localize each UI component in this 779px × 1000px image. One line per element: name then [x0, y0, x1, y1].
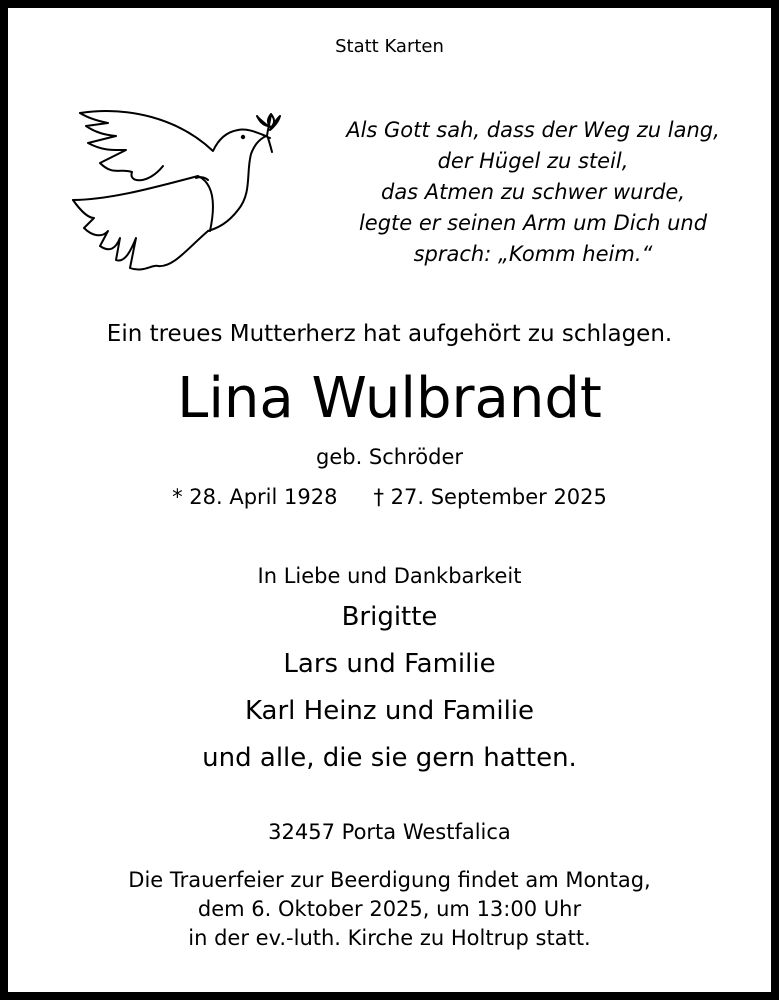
poem-line: der Hügel zu steil, [437, 149, 629, 173]
birth-date: * 28. April 1928 [172, 485, 338, 509]
place: 32457 Porta Westfalica [268, 820, 511, 844]
poem-line: das Atmen zu schwer wurde, [380, 180, 686, 204]
obituary-notice [8, 8, 771, 992]
death-date: † 27. September 2025 [373, 485, 607, 509]
mourners-intro: In Liebe und Dankbarkeit [257, 564, 522, 588]
mourner: Brigitte [341, 602, 438, 632]
intro-text: Ein treues Mutterherz hat aufgehört zu schlagen. [106, 321, 673, 347]
poem-line: sprach: „Komm heim.“ [413, 242, 653, 266]
funeral-line: Die Trauerfeier zur Beerdigung findet am Montag, [128, 868, 651, 892]
dove-icon [58, 88, 298, 288]
poem-line: legte er seinen Arm um Dich und [358, 211, 708, 235]
maiden-name: geb. Schröder [315, 445, 464, 469]
deceased-name: Lina Wulbrandt [177, 366, 602, 431]
poem [298, 115, 768, 270]
poem-line: Als Gott sah, dass der Weg zu lang, [346, 118, 720, 142]
mourner: Lars und Familie [283, 649, 496, 679]
dates [8, 485, 771, 509]
header-text: Statt Karten [335, 36, 444, 57]
mourner: Karl Heinz und Familie [244, 696, 535, 726]
mourner: und alle, die sie gern hatten. [202, 743, 577, 773]
funeral-line: dem 6. Oktober 2025, um 13:00 Uhr [197, 897, 582, 921]
funeral-line: in der ev.-luth. Kirche zu Holtrup statt. [188, 926, 591, 950]
